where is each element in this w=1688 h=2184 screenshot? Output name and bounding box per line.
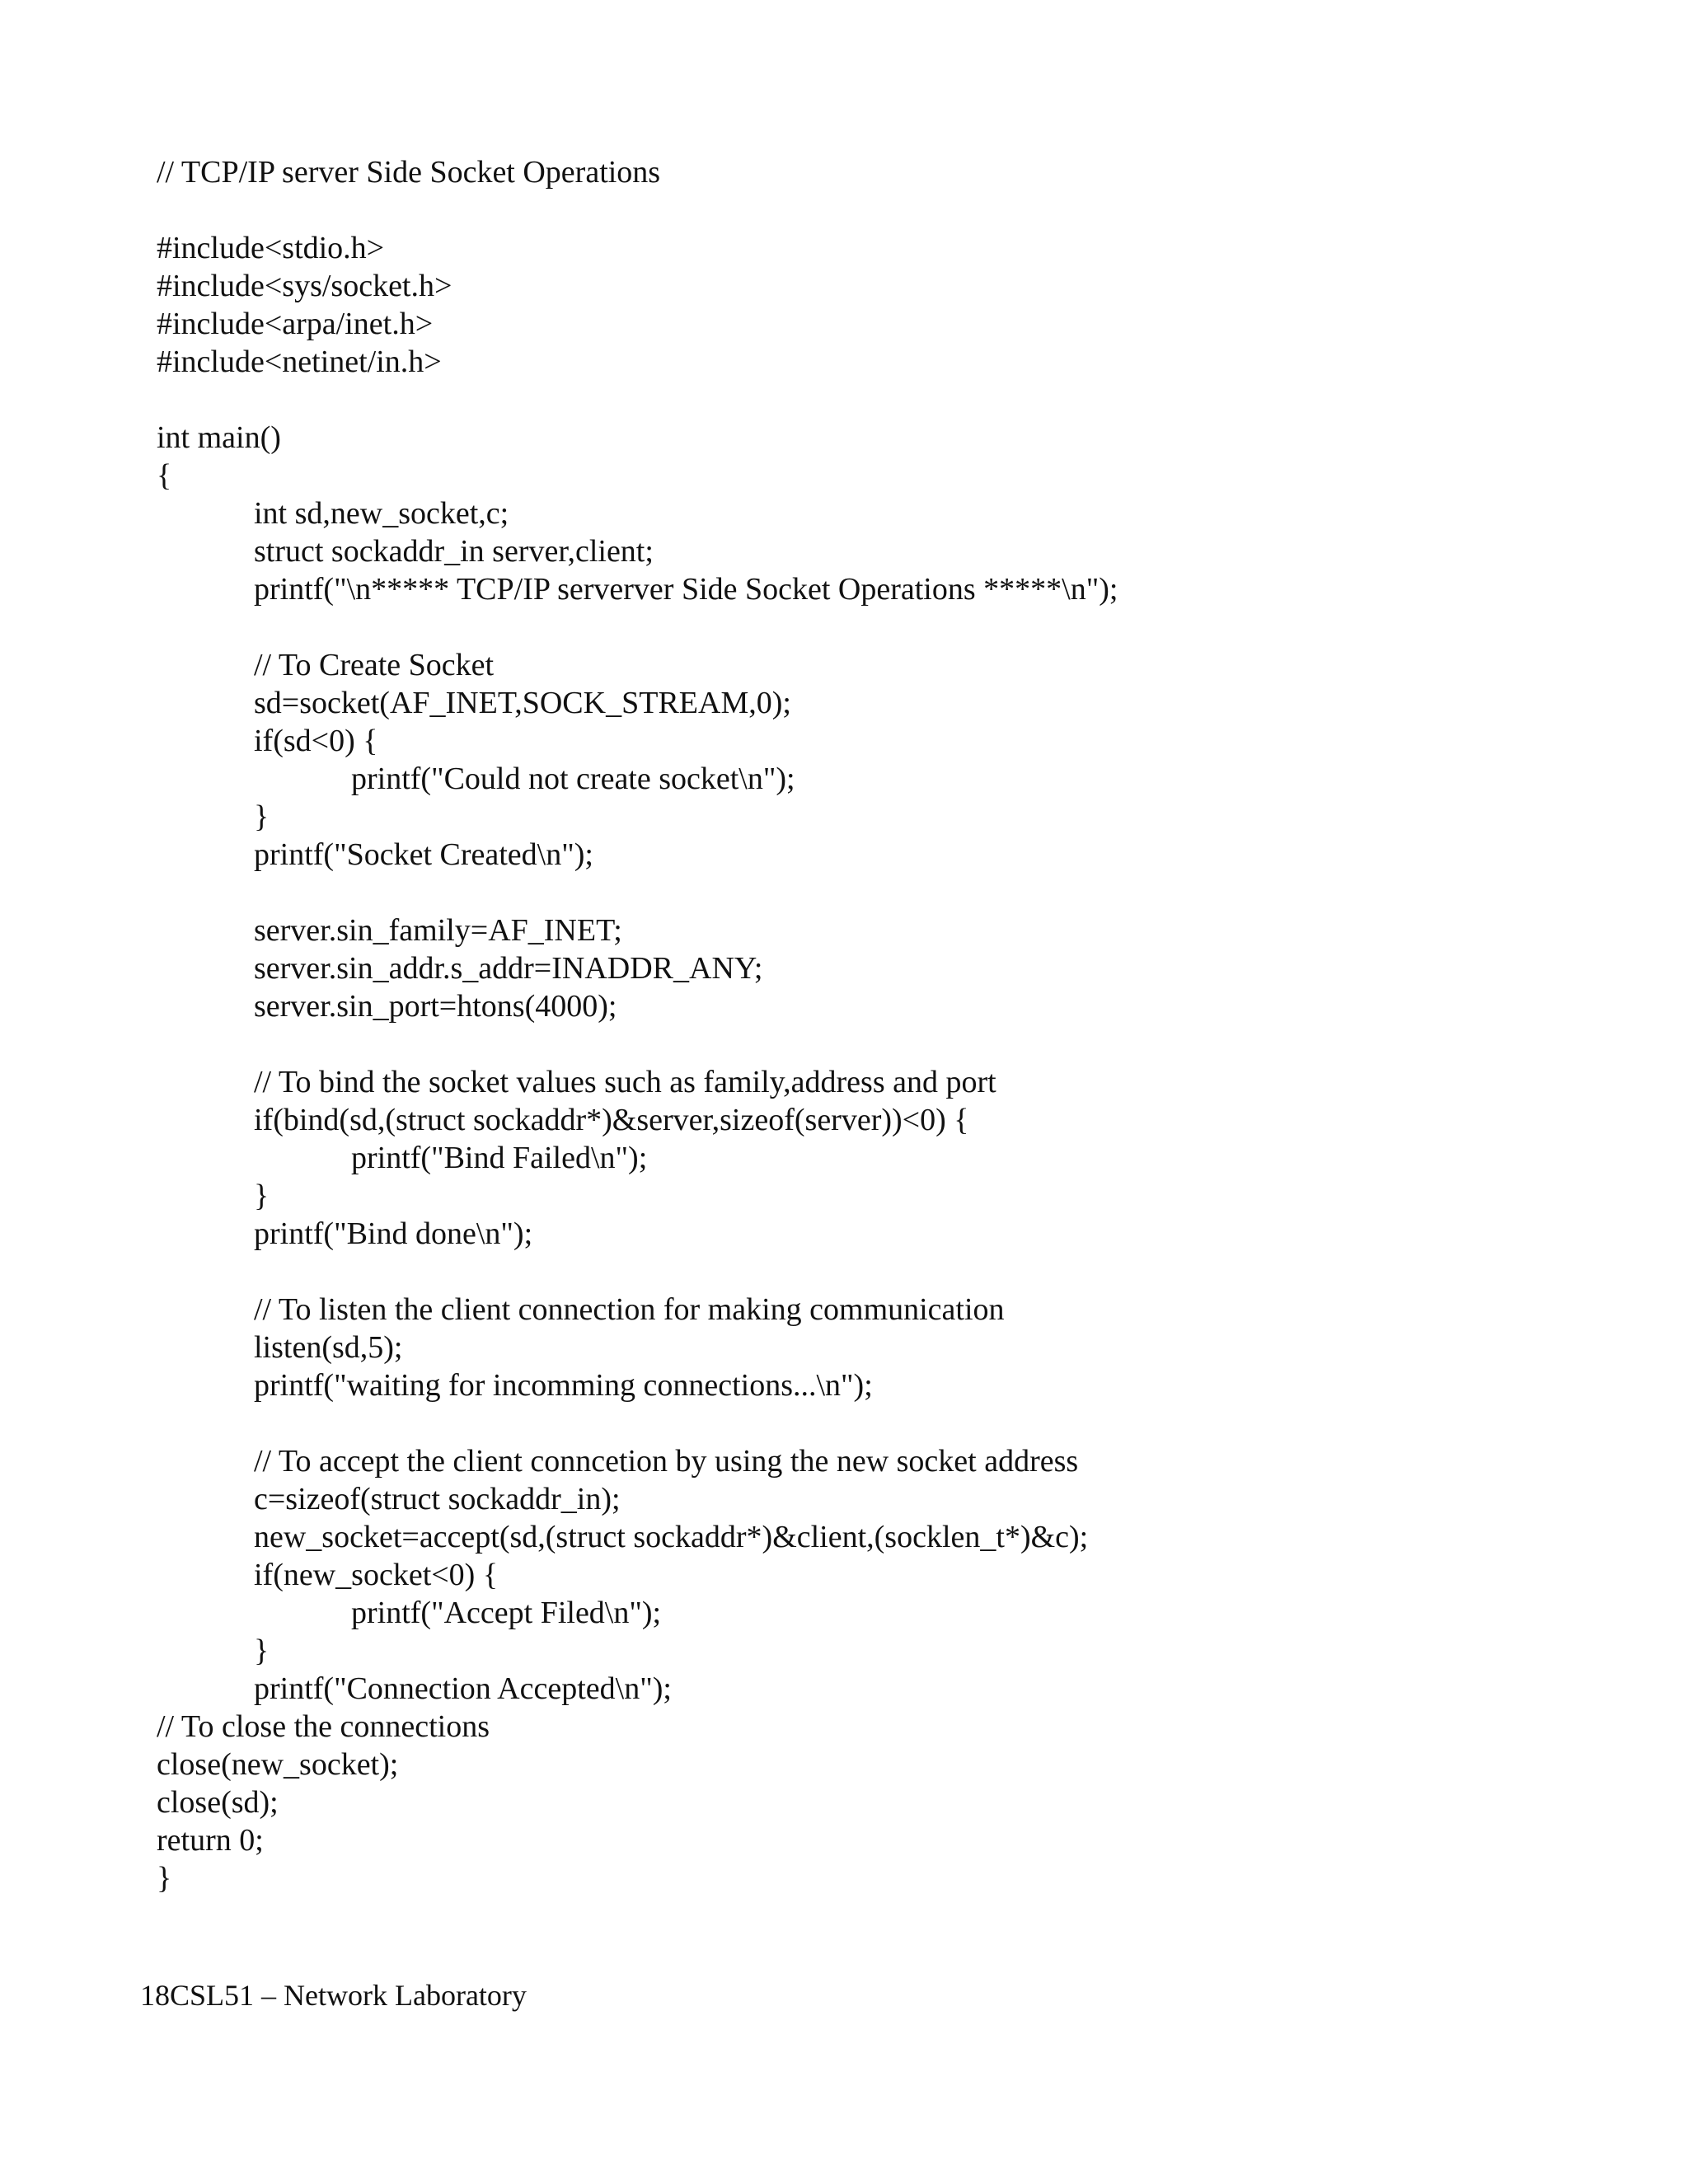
blank-line [157,191,1607,229]
code-line: // To bind the socket values such as family,address and port [254,1065,996,1099]
code-line: printf("Could not create socket\n"); [351,762,795,796]
code-line: #include<sys/socket.h> [157,269,452,303]
code-line: if(new_socket<0) { [254,1558,499,1592]
blank-line [157,1025,1607,1063]
code-line: #include<netinet/in.h> [157,344,442,379]
blank-line [157,1404,1607,1442]
code-line: close(sd); [157,1785,279,1820]
code-line: server.sin_family=AF_INET; [254,913,622,948]
code-line: if(sd<0) { [254,724,378,758]
code-line: // TCP/IP server Side Socket Operations [157,155,661,190]
code-line: } [254,799,270,834]
code-line: printf("Connection Accepted\n"); [254,1671,672,1706]
code-line: // To accept the client conncetion by using the new socket address [254,1444,1079,1479]
code-line: // To listen the client connection for making communication [254,1292,1005,1327]
code-line: } [254,1179,270,1213]
code-line: #include<arpa/inet.h> [157,307,434,341]
code-line: printf("Socket Created\n"); [254,837,593,872]
code-line: server.sin_port=htons(4000); [254,989,617,1024]
code-line: } [157,1861,172,1896]
page-footer: 18CSL51 – Network Laboratory [140,1979,527,2012]
code-line: if(bind(sd,(struct sockaddr*)&server,sizeof(server))<0) { [254,1103,969,1137]
code-line: server.sin_addr.s_addr=INADDR_ANY; [254,951,763,986]
code-line: { [157,458,172,493]
code-line: printf("Accept Filed\n"); [351,1596,662,1630]
code-line: listen(sd,5); [254,1330,403,1365]
code-line: printf("Bind done\n"); [254,1216,533,1251]
code-line: #include<stdio.h> [157,231,385,265]
code-line: return 0; [157,1823,264,1858]
code-line: printf("\n***** TCP/IP serverver Side Socket Operations *****\n"); [254,572,1118,607]
code-line: struct sockaddr_in server,client; [254,534,654,569]
code-line: c=sizeof(struct sockaddr_in); [254,1482,621,1516]
code-line: // To Create Socket [254,648,495,682]
blank-line [157,874,1607,912]
code-listing [157,153,1607,1897]
code-line: close(new_socket); [157,1747,399,1782]
code-line: int sd,new_socket,c; [254,496,509,531]
code-line: sd=socket(AF_INET,SOCK_STREAM,0); [254,686,791,720]
code-line: } [254,1633,270,1668]
code-line: printf("Bind Failed\n"); [351,1141,648,1175]
code-line: // To close the connections [157,1709,490,1744]
blank-line [157,381,1607,419]
blank-line [157,1253,1607,1291]
blank-line [157,608,1607,646]
code-line: printf("waiting for incomming connections...\n"); [254,1368,873,1403]
code-line: new_socket=accept(sd,(struct sockaddr*)&client,(socklen_t*)&c); [254,1520,1089,1554]
code-line: int main() [157,420,281,455]
